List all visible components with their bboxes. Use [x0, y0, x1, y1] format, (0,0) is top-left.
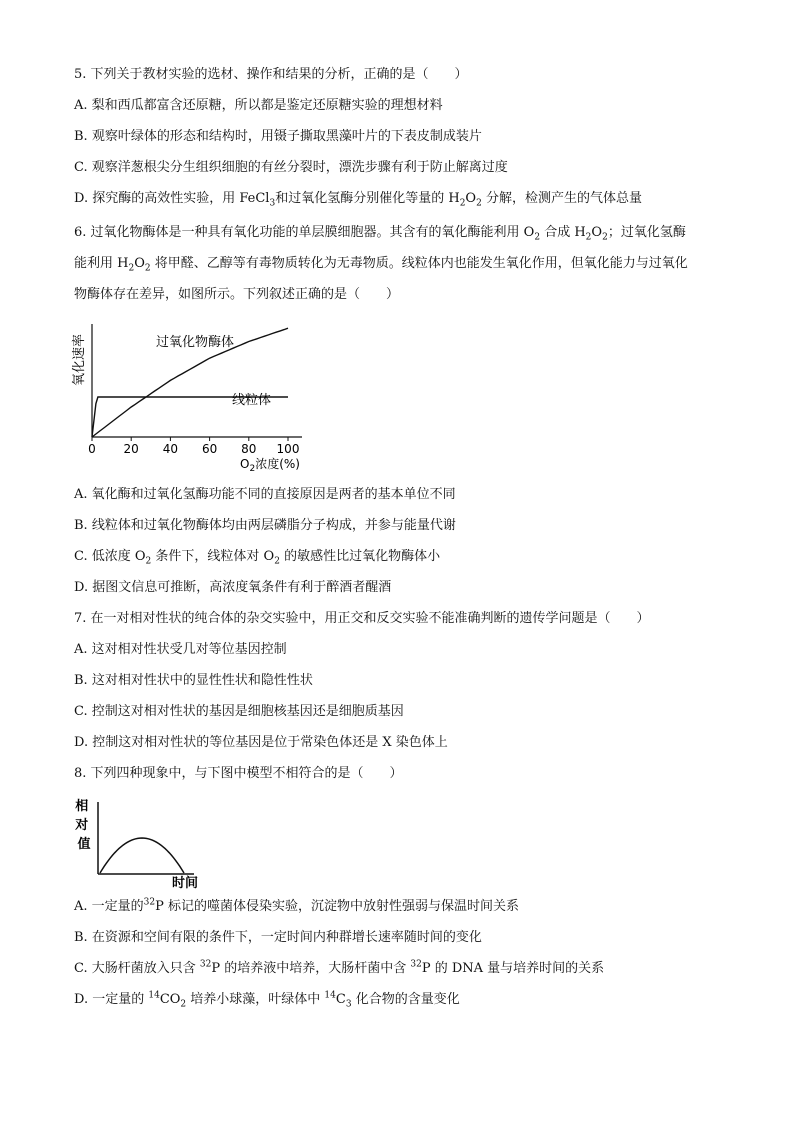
q6-option-a: A. 氧化酶和过氧化氢酶功能不同的直接原因是两者的基本单位不同 [74, 487, 456, 502]
q6-stem-line1: 6. 过氧化物酶体是一种具有氧化功能的单层膜细胞器。其含有的氧化酶能利用 $O_2$ 合成 $H_2O_2$；过氧化氢酶 [74, 225, 686, 243]
q8-option-b: B. 在资源和空间有限的条件下，一定时间内种群增长速率随时间的变化 [74, 930, 482, 945]
q7-option-a: A. 这对相对性状受几对等位基因控制 [74, 642, 287, 657]
x-tick-label: 40 [162, 442, 179, 456]
q6-option-b: B. 线粒体和过氧化物酶体均由两层磷脂分子构成，并参与能量代谢 [74, 518, 456, 533]
q5-option-a: A. 梨和西瓜都富含还原糖，所以都是鉴定还原糖实验的理想材料 [74, 98, 443, 113]
x-tick-label: 80 [241, 442, 257, 456]
q5-option-b: B. 观察叶绿体的形态和结构时，用镊子撕取黑藻叶片的下表皮制成装片 [74, 129, 482, 144]
q8-option-a: A. 一定量的$^{32}$P 标记的噬菌体侵染实验，沉淀物中放射性强弱与保温时间关系 [74, 897, 519, 914]
chart1-ylabel: 氧化速率 [72, 333, 87, 387]
q6-option-c: C. 低浓度 $O_2$ 条件下，线粒体对 $O_2$ 的敏感性比过氧化物酶体小 [74, 549, 441, 567]
q6-stem-line3: 物酶体存在差异，如图所示。下列叙述正确的是（ ） [74, 287, 400, 302]
x-tick-label: 60 [201, 442, 218, 456]
q5-option-d: D. 探究酶的高效性实验，用 FeCl$_3$和过氧化氢酶分别催化等量的 $H_2O_2$ 分解，检测产生的气体总量 [74, 191, 642, 209]
series-label-peroxisome: 过氧化物酶体 [156, 335, 235, 350]
oxidation-rate-chart [68, 318, 318, 478]
x-tick-label: 0 [88, 442, 96, 456]
q7-option-b: B. 这对相对性状中的显性性状和隐性性状 [74, 673, 313, 688]
q5-stem: 5. 下列关于教材实验的选材、操作和结果的分析，正确的是（ ） [74, 67, 468, 82]
q7-stem: 7. 在一对相对性状的纯合体的杂交实验中，用正交和反交实验不能准确判断的遗传学问题是（ ） [74, 611, 650, 626]
q8-option-c: C. 大肠杆菌放入只含 $^{32}$P 的培养液中培养，大肠杆菌中含 $^{32}$P 的 DNA 量与培养时间的关系 [74, 959, 605, 976]
chart2-ylabel: 相 对 值 [75, 799, 91, 852]
q8-stem: 8. 下列四种现象中，与下图中模型不相符合的是（ ） [74, 766, 403, 781]
q6-stem-line2: 能利用 $H_2O_2$ 将甲醛、乙醇等有毒物质转化为无毒物质。线粒体内也能发生氧化作用，但氧化能力与过氧化 [74, 256, 688, 274]
q8-option-d: D. 一定量的 $^{14}CO_2$ 培养小球藻，叶绿体中 $^{14}C_3$ 化合物的含量变化 [74, 990, 460, 1010]
q7-option-c: C. 控制这对相对性状的基因是细胞核基因还是细胞质基因 [74, 704, 404, 719]
q7-option-d: D. 控制这对相对性状的等位基因是位于常染色体还是 X 染色体上 [74, 735, 448, 750]
relative-value-chart [70, 796, 210, 892]
x-tick-label: 100 [276, 442, 300, 456]
x-tick-label: 20 [123, 442, 139, 456]
q6-option-d: D. 据图文信息可推断，高浓度氧条件有利于醉酒者醒酒 [74, 580, 392, 595]
series-model-curve [100, 838, 184, 873]
chart1-xlabel: $O_2$浓度(%) [240, 457, 300, 474]
q5-option-c: C. 观察洋葱根尖分生组织细胞的有丝分裂时，漂洗步骤有利于防止解离过度 [74, 160, 508, 175]
series-label-mitochondria: 线粒体 [232, 393, 272, 408]
chart2-xlabel: 时间 [172, 876, 199, 891]
